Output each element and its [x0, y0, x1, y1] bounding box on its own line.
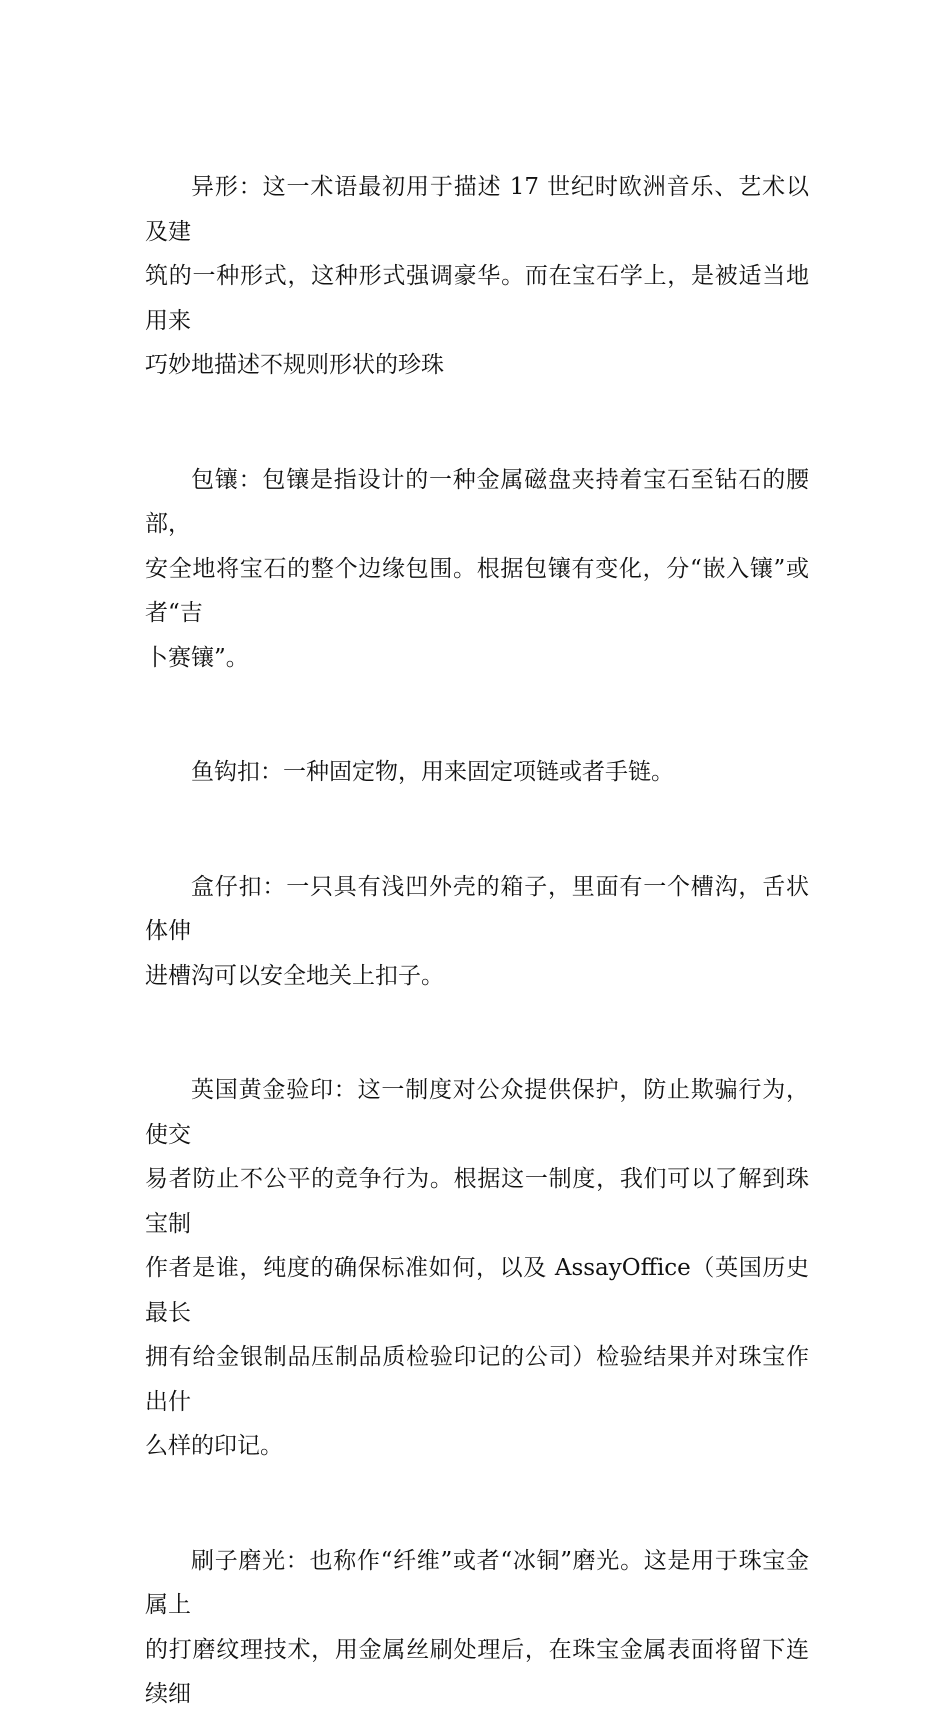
paragraph-box-clasp: 盒仔扣：一只具有浅凹外壳的箱子，里面有一个槽沟，舌状体伸 进槽沟可以安全地关上扣子。 — [145, 873, 809, 989]
paragraph-gap — [145, 388, 809, 458]
paragraph-gap — [145, 998, 809, 1068]
paragraph-gap — [145, 1469, 809, 1539]
paragraph-bezel-setting: 包镶：包镶是指设计的一种金属磁盘夹持着宝石至钻石的腰部， 安全地将宝石的整个边缘包围。根据包镶有变化，分“嵌入镶”或者“吉 卜赛镶”。 — [145, 466, 809, 671]
paragraph-baroque: 异形：这一术语最初用于描述 17 世纪时欧洲音乐、艺术以及建 筑的一种形式，这种形式强调豪华。而在宝石学上，是被适当地用来 巧妙地描述不规则形状的珍珠 — [145, 174, 809, 378]
paragraph-british-hallmark: 英国黄金验印：这一制度对公众提供保护，防止欺骗行为，使交 易者防止不公平的竞争行为。根据这一制度，我们可以了解到珠宝制 作者是谁，纯度的确保标准如何，以及 AssayOffice（英国历史最长 拥有给金银制品压制品质检验印记的公司）检验结果并对珠宝作出什 么样的印记。 — [145, 1077, 809, 1459]
paragraph-gap — [145, 795, 809, 865]
paragraph-gap — [145, 680, 809, 750]
document-body — [145, 165, 809, 1717]
paragraph-brushed-finish: 刷子磨光：也称作“纤维”或者“冰铜”磨光。这是用于珠宝金属上 的打磨纹理技术，用金属丝刷处理后，在珠宝金属表面将留下连续细 — [145, 1547, 809, 1707]
paragraph-fish-hook-clasp: 鱼钩扣：一种固定物，用来固定项链或者手链。 — [191, 759, 674, 785]
